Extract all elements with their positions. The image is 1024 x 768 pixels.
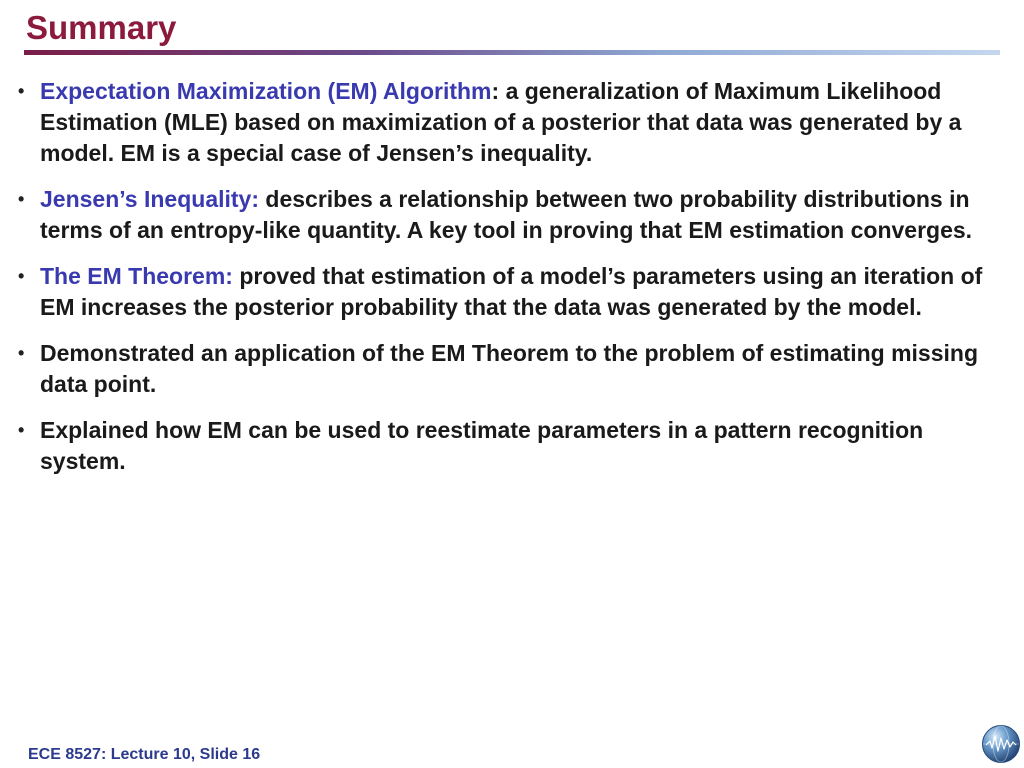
bullet-item-missing-data xyxy=(18,338,1008,400)
bullet-marker: • xyxy=(18,81,25,101)
bullet-text: Demonstrated an application of the EM Theorem to the problem of estimating missing data point. xyxy=(40,340,978,397)
globe-logo-icon xyxy=(981,724,1021,764)
slide-title: Summary xyxy=(26,9,177,46)
bullet-term: Expectation Maximization (EM) Algorithm xyxy=(40,78,492,104)
bullet-text: Explained how EM can be used to reestimate parameters in a pattern recognition system. xyxy=(40,417,924,474)
bullet-marker: • xyxy=(18,189,25,209)
bullet-item-em-theorem xyxy=(18,261,1008,323)
bullet-list xyxy=(18,76,1008,492)
bullet-item-em-algorithm xyxy=(18,76,1008,169)
bullet-marker: • xyxy=(18,343,25,363)
bullet-text: describes a relationship between two probability distributions in terms of an entropy-like quantity. A key tool in proving that EM estimation converges. xyxy=(40,186,973,243)
bullet-text: proved that estimation of a model’s parameters using an iteration of EM increases the posterior probability that the data was generated by the model. xyxy=(40,263,983,320)
bullet-term: Jensen’s Inequality: xyxy=(40,186,259,212)
bullet-text: : a generalization of Maximum Likelihood Estimation (MLE) based on maximization of a posterior that data was generated by a model. EM is a special case of Jensen’s inequality. xyxy=(40,78,962,166)
bullet-term: The EM Theorem: xyxy=(40,263,233,289)
bullet-marker: • xyxy=(18,266,25,286)
title-divider xyxy=(24,50,1000,55)
bullet-item-pattern-recognition xyxy=(18,415,1008,477)
slide-footer: ECE 8527: Lecture 10, Slide 16 xyxy=(28,746,261,763)
bullet-item-jensens-inequality xyxy=(18,184,1008,246)
bullet-marker: • xyxy=(18,420,25,440)
